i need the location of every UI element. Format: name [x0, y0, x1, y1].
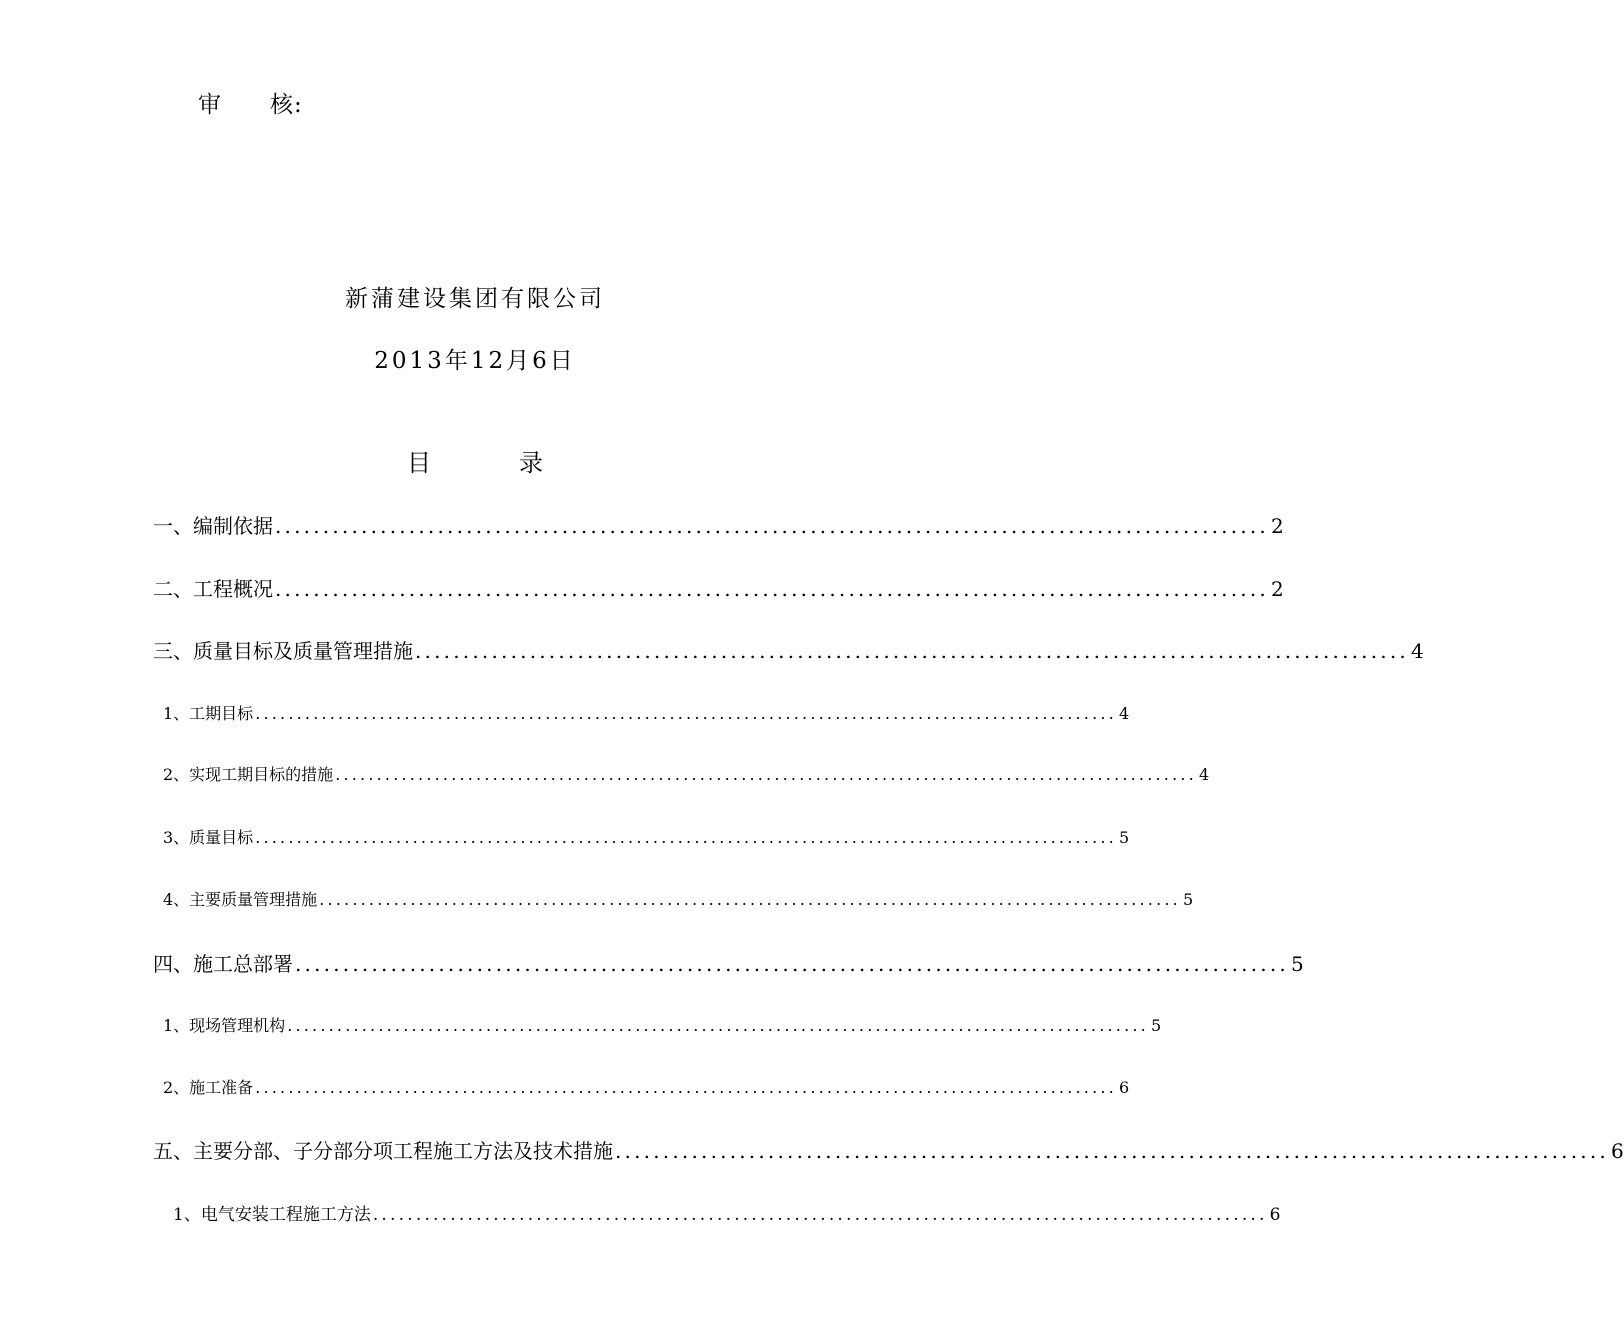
toc-entry-page: 6: [1610, 1139, 1624, 1163]
toc-leader-dots: ........................................................................................................: [255, 1078, 1117, 1097]
toc-leader-dots: ........................................................................................................: [275, 577, 1269, 601]
toc-leader-dots: ........................................................................................................: [255, 704, 1117, 723]
toc-title-mu: 目: [407, 449, 431, 477]
toc-entry-page: 5: [1290, 952, 1304, 976]
toc-leader-dots: ........................................................................................................: [372, 1205, 1268, 1225]
toc-entry-label: 1、现场管理机构: [163, 1016, 286, 1035]
toc-leader-dots: ........................................................................................................: [415, 639, 1409, 663]
toc-entry-page: 2: [1270, 514, 1284, 538]
reviewer-line: [198, 86, 303, 119]
toc-entry[interactable]: [153, 573, 1284, 602]
toc-leader-dots: ........................................................................................................: [255, 828, 1117, 847]
reviewer-label-shen: 审: [198, 92, 222, 118]
toc-entry[interactable]: [163, 762, 1210, 785]
toc-entry-label: 三、质量目标及质量管理措施: [153, 639, 413, 663]
toc-entry-label: 五、主要分部、子分部分项工程施工方法及技术措施: [153, 1139, 613, 1163]
toc-leader-dots: ........................................................................................................: [319, 890, 1181, 909]
toc-entry-page: 5: [1118, 828, 1130, 847]
toc-entry-page: 5: [1182, 890, 1194, 909]
toc-leader-dots: ........................................................................................................: [615, 1139, 1609, 1163]
toc-entry-label: 一、编制依据: [153, 514, 273, 538]
toc-entry[interactable]: [163, 887, 1194, 910]
toc-entry[interactable]: [153, 1135, 1624, 1164]
toc-entry-page: 6: [1118, 1078, 1130, 1097]
reviewer-label-he: 核:: [270, 92, 303, 118]
toc-entry[interactable]: [153, 510, 1284, 539]
toc-entry[interactable]: [173, 1200, 1281, 1225]
toc-entry-label: 二、工程概况: [153, 577, 273, 601]
company-name: 新蒲建设集团有限公司: [345, 286, 605, 312]
toc-entry-page: 2: [1270, 577, 1284, 601]
toc-leader-dots: ........................................................................................................: [295, 952, 1289, 976]
toc-entry-label: 2、实现工期目标的措施: [163, 765, 334, 784]
toc-entry-page: 4: [1410, 639, 1424, 663]
toc-leader-dots: ........................................................................................................: [287, 1016, 1149, 1035]
toc-entry-label: 1、电气安装工程施工方法: [173, 1205, 371, 1225]
toc-entry[interactable]: [153, 635, 1424, 664]
document-date: 2013年12月6日: [374, 348, 576, 374]
toc-entry-label: 4、主要质量管理措施: [163, 890, 318, 909]
toc-entry-page: 6: [1269, 1205, 1281, 1225]
toc-leader-dots: ........................................................................................................: [335, 765, 1197, 784]
toc-entry[interactable]: [163, 1013, 1162, 1036]
toc-entry-page: 4: [1198, 765, 1210, 784]
toc-entry-label: 3、质量目标: [163, 828, 254, 847]
toc-entry-label: 2、施工准备: [163, 1078, 254, 1097]
toc-title-lu: 录: [519, 449, 543, 477]
toc-title: [0, 443, 950, 478]
toc-entry[interactable]: [163, 701, 1130, 724]
toc-entry-page: 5: [1150, 1016, 1162, 1035]
toc-entry-label: 1、工期目标: [163, 704, 254, 723]
toc-leader-dots: ........................................................................................................: [275, 514, 1269, 538]
toc-entry-page: 4: [1118, 704, 1130, 723]
toc-entry-label: 四、施工总部署: [153, 952, 293, 976]
toc-entry[interactable]: [163, 1075, 1130, 1098]
toc-entry[interactable]: [153, 948, 1304, 977]
toc-entry[interactable]: [163, 825, 1130, 848]
